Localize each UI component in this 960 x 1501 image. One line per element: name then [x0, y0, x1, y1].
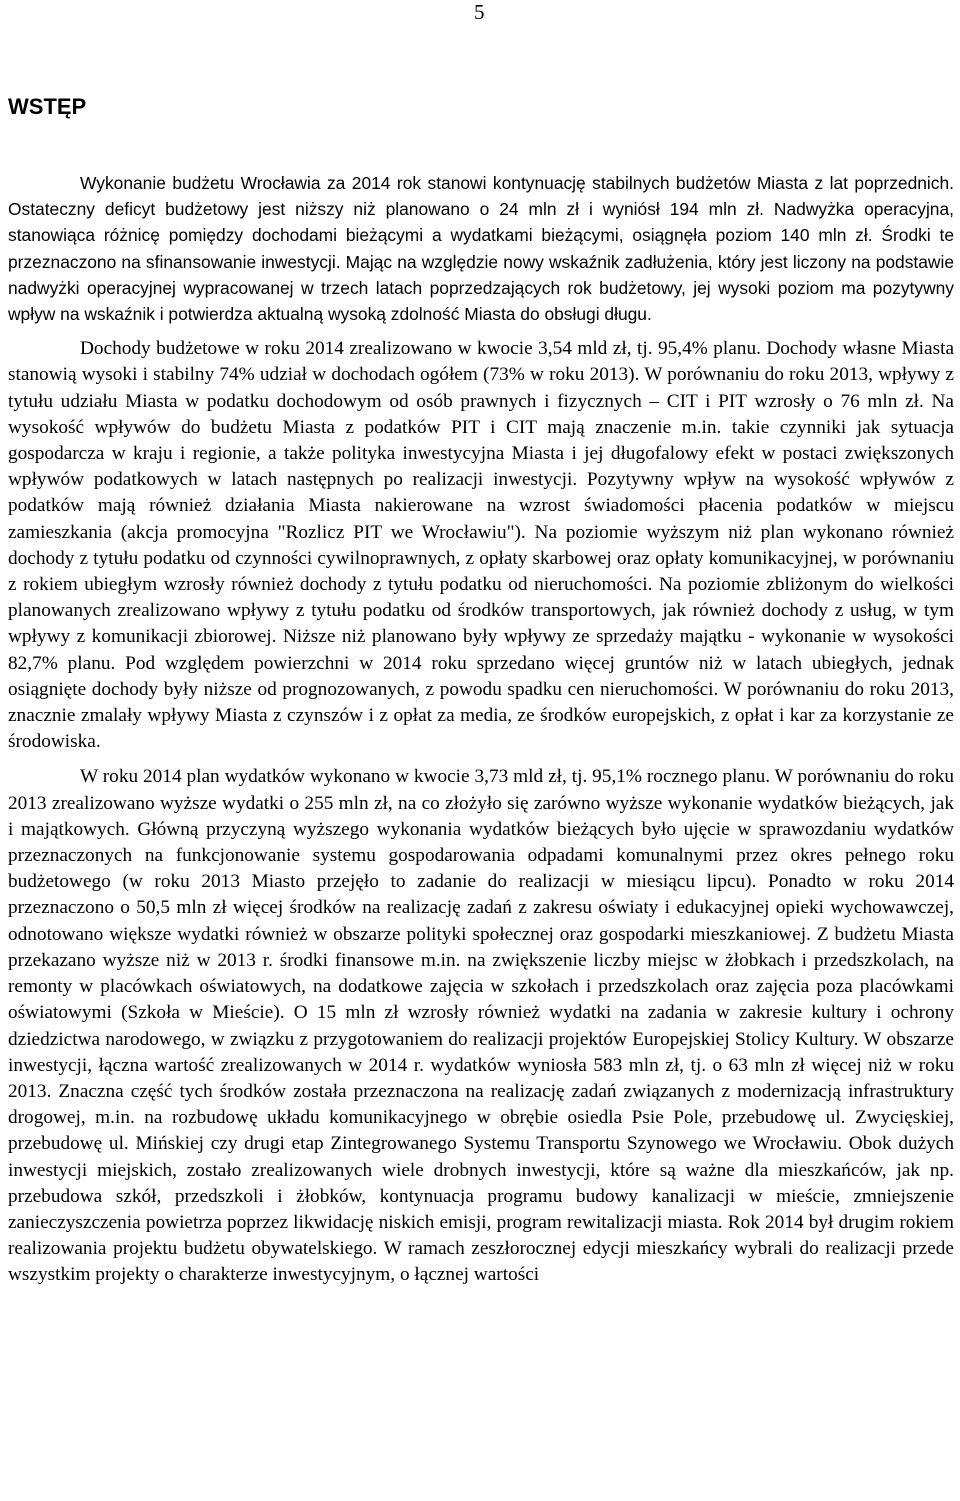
paragraph-introduction: Wykonanie budżetu Wrocławia za 2014 rok stanowi kontynuację stabilnych budżetów Miasta z lat poprzednich. Ostateczny deficyt budżetowy jest niższy niż planowano o 24 mln zł i wyniósł 194 mln zł. Nadwyżka operacyjna, stanowiąca różnicę pomiędzy dochodami bieżącymi a wydatkami bieżącymi, osiągnęła poziom 140 mln zł. Środki te przeznaczono na sfinansowanie inwestycji. Mając na względzie nowy wskaźnik zadłużenia, który jest liczony na podstawie nadwyżki operacyjnej wypracowanej w trzech latach poprzedzających rok budżetowy, jej wysoki poziom ma pozytywny wpływ na wskaźnik i potwierdza aktualną wysoką zdolność Miasta do obsługi długu. — [8, 173, 954, 325]
section-heading: WSTĘP — [8, 94, 87, 119]
paragraph-expenditure: W roku 2014 plan wydatków wykonano w kwocie 3,73 mld zł, tj. 95,1% rocznego planu. W porównaniu do roku 2013 zrealizowano wyższe wydatki o 255 mln zł, na co złożyło się zarówno wyższe wykonanie wydatków bieżących, jak i majątkowych. Główną przyczyną wyższego wykonania wydatków bieżących było ujęcie w sprawozdaniu wydatków przeznaczonych na funkcjonowanie systemu gospodarowania odpadami komunalnymi przez okres pełnego roku budżetowego (w roku 2013 Miasto przejęło to zadanie do realizacji w miesiącu lipcu). Ponadto w roku 2014 przeznaczono o 50,5 mln zł więcej środków na realizację zadań z zakresu oświaty i edukacyjnej opieki wychowawczej, odnotowano większe wydatki również w obszarze polityki społecznej oraz gospodarki mieszkaniowej. Z budżetu Miasta przekazano wyższe niż w 2013 r. środki finansowe m.in. na zwiększenie liczby miejsc w żłobkach i przedszkolach, na remonty w placówkach oświatowych, na dodatkowe zajęcia w szkołach i przedszkolach oraz zajęcia poza placówkami oświatowymi (Szkoła w Mieście). O 15 mln zł wzrosły również wydatki na zadania w zakresie kultury i ochrony dziedzictwa narodowego, w związku z przygotowaniem do realizacji projektów Europejskiej Stolicy Kultury. W obszarze inwestycji, łączna wartość zrealizowanych w 2014 r. wydatków wyniosła 583 mln zł, tj. o 63 mln zł więcej niż w roku 2013. Znaczna część tych środków została przeznaczona na realizację zadań związanych z modernizacją infrastruktury drogowej, m.in. na rozbudowę układu komunikacyjnego w obrębie osiedla Psie Pole, przebudowę ul. Zwycięskiej, przebudowę ul. Mińskiej czy drugi etap Zintegrowanego Systemu Transportu Szynowego we Wrocławiu. Obok dużych inwestycji miejskich, zostało zrealizowanych wiele drobnych inwestycji, które są ważne dla mieszkańców, jak np. przebudowa szkół, przedszkoli i żłobków, kontynuacja programu budowy kanalizacji w mieście, zmniejszenie zanieczyszczenia powietrza poprzez likwidację niskich emisji, program rewitalizacji miasta. Rok 2014 był drugim rokiem realizowania projektu budżetu obywatelskiego. W ramach zeszłorocznej edycji mieszkańcy wybrali do realizacji przede wszystkim projekty o charakterze inwestycyjnym, o łącznej wartości — [8, 766, 954, 1286]
paragraph-revenue: Dochody budżetowe w roku 2014 zrealizowano w kwocie 3,54 mld zł, tj. 95,4% planu. Dochody własne Miasta stanowią wysoki i stabilny 74% udział w dochodach ogółem (73% w roku 2013). W porównaniu do roku 2013, wpływy z tytułu udziału Miasta w podatku dochodowym od osób prawnych i fizycznych – CIT i PIT wzrosły o 76 mln zł. Na wysokość wpływów do budżetu Miasta z podatków PIT i CIT mają znaczenie m.in. takie czynniki jak sytuacja gospodarcza w kraju i regionie, a także polityka inwestycyjna Miasta i jej długofalowy efekt w postaci zwiększonych wpływów podatkowych w latach następnych po realizacji inwestycji. Pozytywny wpływ na wysokość wpływów z podatków mają również działania Miasta nakierowane na wzrost świadomości płacenia podatków w miejscu zamieszkania (akcja promocyjna "Rozlicz PIT we Wrocławiu"). Na poziomie wyższym niż plan wykonano również dochody z tytułu podatku od czynności cywilnoprawnych, z opłaty skarbowej oraz opłaty komunikacyjnej, w porównaniu z rokiem ubiegłym wzrosły również dochody z tytułu podatku od nieruchomości. Na poziomie zbliżonym do wielkości planowanych zrealizowano wpływy z tytułu podatku od środków transportowych, jak również dochody z usług, w tym wpływy z komunikacji zbiorowej. Niższe niż planowano były wpływy ze sprzedaży majątku - wykonanie w wysokości 82,7% planu. Pod względem powierzchni w 2014 roku sprzedano więcej gruntów niż w latach ubiegłych, jednak osiągnięte dochody były niższe od prognozowanych, z powodu spadku cen nieruchomości. W porównaniu do roku 2013, znacznie zmalały wpływy Miasta z czynszów i z opłat za media, ze środków europejskich, z opłat i kar za korzystanie ze środowiska. — [8, 338, 954, 753]
document-body — [8, 170, 954, 1289]
page-number: 5 — [474, 0, 485, 24]
